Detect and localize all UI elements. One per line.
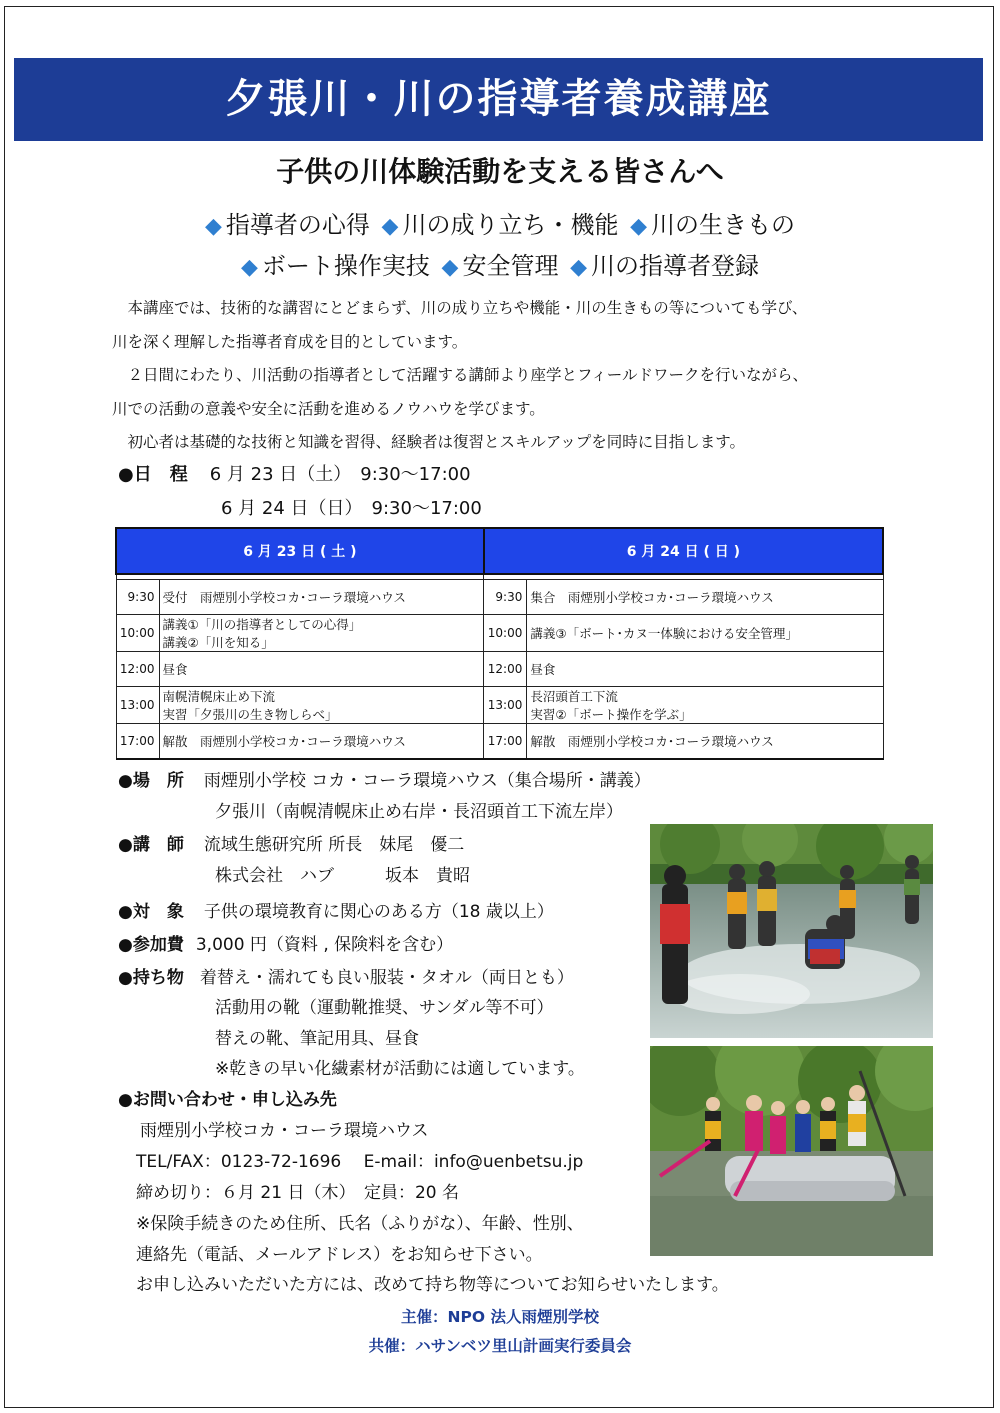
table-row: 13:00 南幌清幌床止め下流 実習「夕張川の生き物しらべ」 13:00 長沼頭首工下流 実習②「ボート操作を学ぶ」 (116, 687, 883, 724)
topic-item: ◆ 指導者の心得 (204, 211, 370, 239)
table-row: 9:30 受付 雨煙別小学校コカ･コーラ環境ハウス 9:30 集合 雨煙別小学校コカ･コーラ環境ハウス (116, 580, 883, 615)
river-wading-photo (650, 824, 933, 1038)
diamond-icon: ◆ (441, 255, 459, 280)
diamond-icon: ◆ (570, 255, 588, 280)
topic-item: ◆ ボート操作実技 (240, 252, 430, 280)
topic-item: ◆ 川の生きもの (630, 211, 796, 239)
table-row: 17:00 解散 雨煙別小学校コカ･コーラ環境ハウス 17:00 解散 雨煙別小学校コカ･コーラ環境ハウス (116, 724, 883, 760)
intro-line: 川での活動の意義や安全に活動を進めるノウハウを学びます。 (112, 399, 545, 418)
organizer: 主催：NPO 法人雨煙別学校 (401, 1308, 599, 1326)
contact-tel-email: TEL/FAX：0123-72-1696 E-mail：info@uenbetsu.jp (136, 1152, 584, 1172)
intro-line: ２日間にわたり、川活動の指導者として活躍する講師より座学とフィールドワークを行いながら、 (112, 366, 808, 384)
place-line-1: ●場 所 雨煙別小学校 コカ・コーラ環境ハウス（集合場所・講義） (118, 771, 651, 791)
topic-item: ◆ 安全管理 (441, 252, 559, 280)
table-row: 10:00 講義①「川の指導者としての心得」 講義②「川を知る」 10:00 講義③「ボート･カヌ一体験における安全管理」 (116, 615, 883, 652)
fee-line: ●参加費 3,000 円（資料 , 保険料を含む） (118, 935, 454, 955)
intro-line: 初心者は基礎的な技術と知識を習得、経験者は復習とスキルアップを同時に目指します。 (112, 433, 746, 451)
items-line-1: ●持ち物 着替え・濡れても良い服装・タオル（両日とも） (118, 968, 574, 988)
topics-row-2 (0, 246, 1000, 281)
diamond-icon: ◆ (630, 214, 648, 239)
topics-row-1 (0, 205, 1000, 240)
intro-line: 川を深く理解した指導者育成を目的としています。 (112, 332, 468, 351)
diamond-icon: ◆ (240, 255, 258, 280)
place-line-2: 夕張川（南幌清幌床止め右岸・長沼頭首工下流左岸） (215, 802, 623, 822)
diamond-icon: ◆ (381, 214, 399, 239)
contact-org: 雨煙別小学校コカ・コーラ環境ハウス (140, 1121, 429, 1141)
topic-item: ◆ 川の指導者登録 (570, 252, 760, 280)
rafting-photo (650, 1046, 933, 1256)
lecturer-line-1: ●講 師 流域生態研究所 所長 妹尾 優二 (118, 835, 465, 855)
items-line-4: ※乾きの早い化繊素材が活動には適しています。 (215, 1059, 585, 1079)
schedule-table (115, 527, 884, 760)
co-organizer: 共催：ハサンベツ里山計画実行委員会 (368, 1337, 632, 1355)
items-line-3: 替えの靴、筆記用具、昼食 (215, 1029, 419, 1049)
contact-deadline: 締め切り：６月 21 日（木） 定員：20 名 (136, 1183, 459, 1203)
schedule-line-1: ●日 程 6 月 23 日（土） 9:30〜17:00 (118, 464, 471, 485)
schedule-label: ●日 程 (118, 464, 188, 485)
contact-note: 連絡先（電話、メールアドレス）をお知らせ下さい。 (136, 1245, 543, 1265)
schedule-line-2: 6 月 24 日（日） 9:30〜17:00 (221, 498, 482, 519)
topic-item: ◆ 川の成り立ち・機能 (381, 211, 619, 239)
table-row: 12:00 昼食 12:00 昼食 (116, 652, 883, 687)
day2-header: 6 月 24 日 ( 日 ) (484, 528, 883, 574)
contact-note: お申し込みいただいた方には、改めて持ち物等についてお知らせいたします。 (136, 1275, 729, 1295)
target-line: ●対 象 子供の環境教育に関心のある方（18 歳以上） (118, 902, 554, 922)
items-line-2: 活動用の靴（運動靴推奨、サンダル等不可） (215, 998, 554, 1018)
page-title: 夕張川・川の指導者養成講座 (14, 58, 983, 141)
diamond-icon: ◆ (204, 214, 222, 239)
intro-text (112, 292, 912, 460)
lecturer-line-2: 株式会社 ハブ 坂本 貴昭 (215, 866, 470, 886)
day1-header: 6 月 23 日 ( 土 ) (116, 528, 484, 574)
subtitle: 子供の川体験活動を支える皆さんへ (276, 155, 724, 188)
contact-note: ※保険手続きのため住所、氏名（ふりがな）、年齢、性別、 (136, 1214, 584, 1234)
contact-label: ●お問い合わせ・申し込み先 (118, 1090, 337, 1110)
intro-line: 本講座では、技術的な講習にとどまらず、川の成り立ちや機能・川の生きもの等についても学び、 (112, 299, 808, 317)
